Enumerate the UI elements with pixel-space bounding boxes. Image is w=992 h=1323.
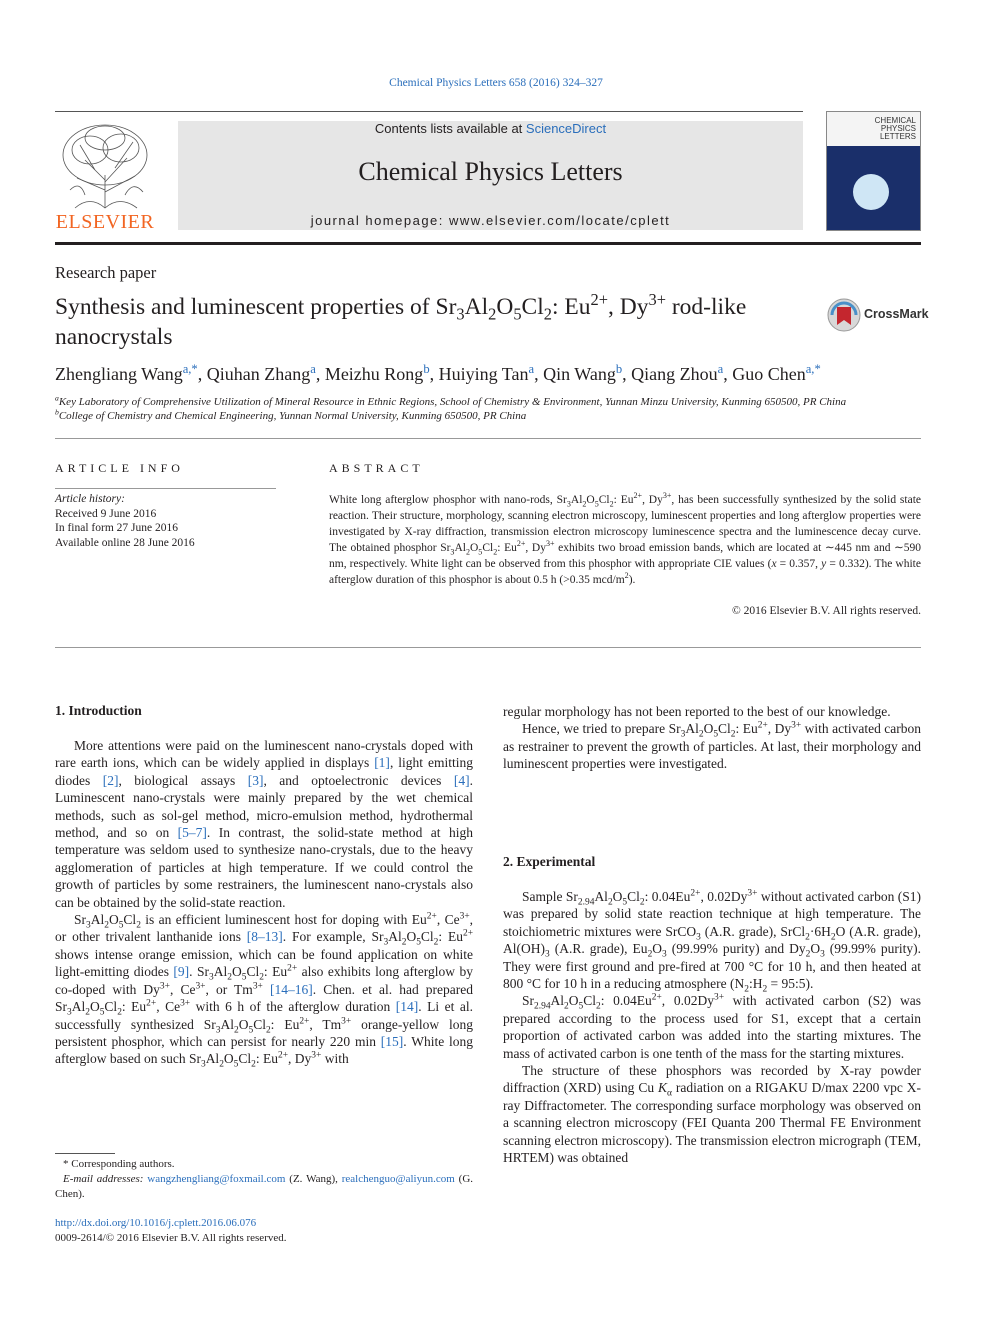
section-introduction-heading: 1. Introduction <box>55 703 142 718</box>
author-mark[interactable]: a,* <box>805 362 821 376</box>
introduction-continued <box>503 703 921 773</box>
affiliation-b <box>55 407 527 422</box>
experimental-paragraph: Sample $Sr_{2.94}Al_2O_5Cl_2$: $0.04Eu^{2+}$, $0.02Dy^{3+}$ without activated carbon (S1) was prepared by solid state reaction technique at high temperature. The stoichiometric mixtures were SrCO$_3$ (A.R. grade), $SrCl_2\cdot 6H_2O$ (A.R. grade), $Al(OH)_3$ (A.R. grade), $Eu_2O_3$ (99.99% purity) and $Dy_2O_3$ (99.99% purity). They were first ground and pre-fired at 700 °C for 10 h, and then heated at 800 °C for 10 h in a reducing atmosphere ($N_2:H_2$ = 95:5). <box>503 888 922 995</box>
intro-paragraph: $Sr_3Al_2O_5Cl_2$ is an efficient luminescent host for doping with $Eu^{2+}$, $Ce^{3+}$, or other trivalent lanthanide ions [8–13]. For example, $Sr_3Al_2O_5Cl_2$: $Eu^{2+}$ shows intense orange emission, which can be found application on white light-emitting diodes [9]. $Sr_3Al_2O_5Cl_2$: $Eu^{2+}$ also exhibits long afterglow by co-doped with $Dy^{3+}$, $Ce^{3+}$, or $Tm^{3+}$ [14–16]. Chen. et al. had prepared $Sr_3Al_2O_5Cl_2$: $Eu^{2+}$, $Ce^{3+}$ with 6 h of the afterglow duration [14]. Li et al. successfully synthesized $Sr_3Al_2O_5Cl_2$: $Eu^{2+}$, $Tm^{3+}$ orange-yellow long persistent phosphor, which can persist for nearly 220 min [15]. White long afterglow based on such $Sr_3Al_2O_5Cl_2$: $Eu^{2+}$, $Dy^{3+}$ with <box>55 911 474 1070</box>
author-name[interactable]: Huiying Tan <box>438 364 529 384</box>
affiliation-a <box>55 393 847 408</box>
author-name[interactable]: Qiang Zhou <box>631 364 718 384</box>
abstract-heading: ABSTRACT <box>329 461 424 475</box>
affiliation-mark: a <box>55 393 59 403</box>
author-mark[interactable]: b <box>423 362 430 376</box>
cover-title-line-3: LETTERS <box>879 132 916 141</box>
history-final: In final form 27 June 2016 <box>55 522 178 534</box>
footnote-emails <box>55 1172 473 1202</box>
journal-reference[interactable]: Chemical Physics Letters 658 (2016) 324–327 <box>389 77 603 89</box>
contents-line <box>178 121 803 136</box>
footnote-corresponding <box>55 1157 473 1172</box>
author-mark[interactable]: a <box>717 362 724 376</box>
abstract-copyright: © 2016 Elsevier B.V. All rights reserved. <box>732 605 921 617</box>
title-part-1: Synthesis and luminescent properties of Sr <box>55 294 457 320</box>
email-owner-chen: (G. Chen). <box>55 1173 474 1200</box>
history-label: Article history: <box>55 493 125 505</box>
title-part-2: nanocrystals <box>55 324 173 350</box>
email-link-wang[interactable]: wangzhengliang@foxmail.com <box>147 1173 286 1185</box>
introduction-body <box>55 737 473 1068</box>
affiliation-mark: b <box>55 407 59 417</box>
header-rule <box>55 111 803 112</box>
cover-title-line-2: PHYSICS <box>880 124 916 133</box>
experimental-body <box>503 888 921 1167</box>
cover-graphic <box>853 174 889 210</box>
email-link-chen[interactable]: realchenguo@aliyun.com <box>341 1173 455 1185</box>
history-online: Available online 28 June 2016 <box>55 536 195 549</box>
cover-title-line-1: CHEMICAL <box>874 116 916 125</box>
crossmark-label: CrossMark <box>864 307 929 321</box>
intro-paragraph: Hence, we tried to prepare $Sr_3Al_2O_5Cl_2$: $Eu^{2+}$, $Dy^{3+}$ with activated carbon as restrainer to prevent the growth of particles. At last, their morphology and luminescent properties were investigated. <box>503 720 922 772</box>
header-thick-rule <box>55 242 921 245</box>
doi-link[interactable]: http://dx.doi.org/10.1016/j.cplett.2016.06.076 <box>55 1217 257 1229</box>
author-list: Zhengliang Wang$^{a,*}$, Qiuhan Zhang$^a$, Meizhu Rong$^b$, Huiying Tan$^a$, Qin Wang$^b$, Qiang Zhou$^a$, Guo Chen$^{a,*}$ <box>55 362 821 384</box>
intro-paragraph: More attentions were paid on the luminescent nano-crystals doped with rare earth ions, which can be widely applied in displays [1], light emitting diodes [2], biological assays [3], and optoelectronic devices [4]. Luminescent nano-crystals were mainly prepared by the wet chemical methods, such as sol-gel method, micro-emulsion method, hydrothermal method, and so on [5–7]. In contrast, the solid-state method at high temperature was seldom used to synthesize nano-crystals, due to the heavy agglomeration of particles at high temperature. If we could control the growth of particles by some restrainers, the luminescent nano-crystals also can be obtained by the solid-state reaction. <box>55 738 474 910</box>
author-name[interactable]: Guo Chen <box>732 364 806 384</box>
author-name[interactable]: Zhengliang Wang <box>55 364 183 384</box>
affiliation-text: Key Laboratory of Comprehensive Utilization of Mineral Resource in Ethnic Regions, School of Chemistry & Environment, Yunnan Minzu University, Kunming 650500, PR China <box>58 396 847 408</box>
author-mark[interactable]: a <box>310 362 316 376</box>
experimental-paragraph: $Sr_{2.94}Al_2O_5Cl_2$: $0.04Eu^{2+}$, $0.02Dy^{3+}$ with activated carbon (S2) was prepared according to the process used for S1, except that a certain proportion of activated carbon was added into the starting mixtures. The mass of activated carbon is one tenth of the mass for the starting mixtures. <box>503 992 922 1061</box>
experimental-paragraph: The structure of these phosphors was recorded by X-ray powder diffraction (XRD) using Cu $K_\alpha$ radiation on a RIGAKU D/max 2200 vpc X-ray Diffractometer. The corresponding surface morphology was observed on a scanning electron microscopy (FEI Quanta 200 Thermal FE Environment scanning electron microscopy). The transmission electron micrograph (TEM, HRTEM) was obtained <box>503 1063 921 1166</box>
affiliation-text: College of Chemistry and Chemical Engineering, Yunnan Normal University, Kunming 650500, PR China <box>58 410 527 422</box>
cover-title <box>875 117 916 141</box>
article-info-heading: ARTICLE INFO <box>55 461 184 475</box>
intro-paragraph: regular morphology has not been reported to the best of our knowledge. <box>503 704 891 719</box>
article-info-rule <box>55 488 276 489</box>
author-mark[interactable]: a <box>528 362 535 376</box>
crossmark-badge[interactable] <box>826 297 929 333</box>
article-title: Synthesis and luminescent properties of $Sr_3Al_2O_5Cl_2$: $Eu^{2+}$, $Dy^{3+}$ rod-like nanocrystals <box>55 290 747 350</box>
history-received: Received 9 June 2016 <box>55 507 157 520</box>
author-mark[interactable]: a,* <box>182 362 198 376</box>
journal-title: Chemical Physics Letters <box>358 157 623 186</box>
contents-prefix: Contents lists available at <box>374 121 526 136</box>
abstract-text: White long afterglow phosphor with nano-rods, $Sr_3Al_2O_5Cl_2$: $Eu^{2+}$, $Dy^{3+}$, has been successfully synthesized by the solid state reaction. Their structure, morphology, scanning electron microscopy, luminescent properties and long afterglow properties were investigated by X-ray diffraction, transmission electron microscopy luminescence spectra and the luminescence decay curve. The obtained phosphor $Sr_3Al_2O_5Cl_2$: $Eu^{2+}$, $Dy^{3+}$ exhibits two broad emission bands, which are located at ∼445 nm and ∼590 nm, respectively. White light can be observed from this phosphor with appropriate CIE values (x = 0.357, y = 0.332). The white afterglow duration of this phosphor is about 0.5 h (>0.35 mcd/$m^2$). <box>329 491 921 586</box>
section-experimental-heading: 2. Experimental <box>503 854 596 869</box>
article-history <box>55 492 195 550</box>
author-name[interactable]: Qin Wang <box>543 364 616 384</box>
article-doi-block <box>55 1216 287 1246</box>
author-name[interactable]: Qiuhan Zhang <box>206 364 311 384</box>
journal-cover-image[interactable] <box>826 111 921 231</box>
journal-homepage[interactable]: journal homepage: www.elsevier.com/locate/cplett <box>310 213 671 228</box>
footnote-rule <box>55 1153 115 1154</box>
crossmark-icon <box>826 297 862 333</box>
issn-line: 0009-2614/© 2016 Elsevier B.V. All rights reserved. <box>55 1232 287 1244</box>
author-name[interactable]: Meizhu Rong <box>324 364 424 384</box>
author-mark[interactable]: b <box>615 362 623 376</box>
email-owner-wang: (Z. Wang), <box>289 1173 338 1185</box>
abstract-rule <box>55 647 921 648</box>
sciencedirect-link[interactable]: ScienceDirect <box>525 121 607 136</box>
title-rule <box>55 438 921 439</box>
elsevier-wordmark[interactable]: ELSEVIER <box>55 211 155 233</box>
corresponding-note: * Corresponding authors. <box>63 1158 175 1170</box>
article-type: Research paper <box>55 263 157 282</box>
email-label: E-mail addresses: <box>63 1173 144 1185</box>
